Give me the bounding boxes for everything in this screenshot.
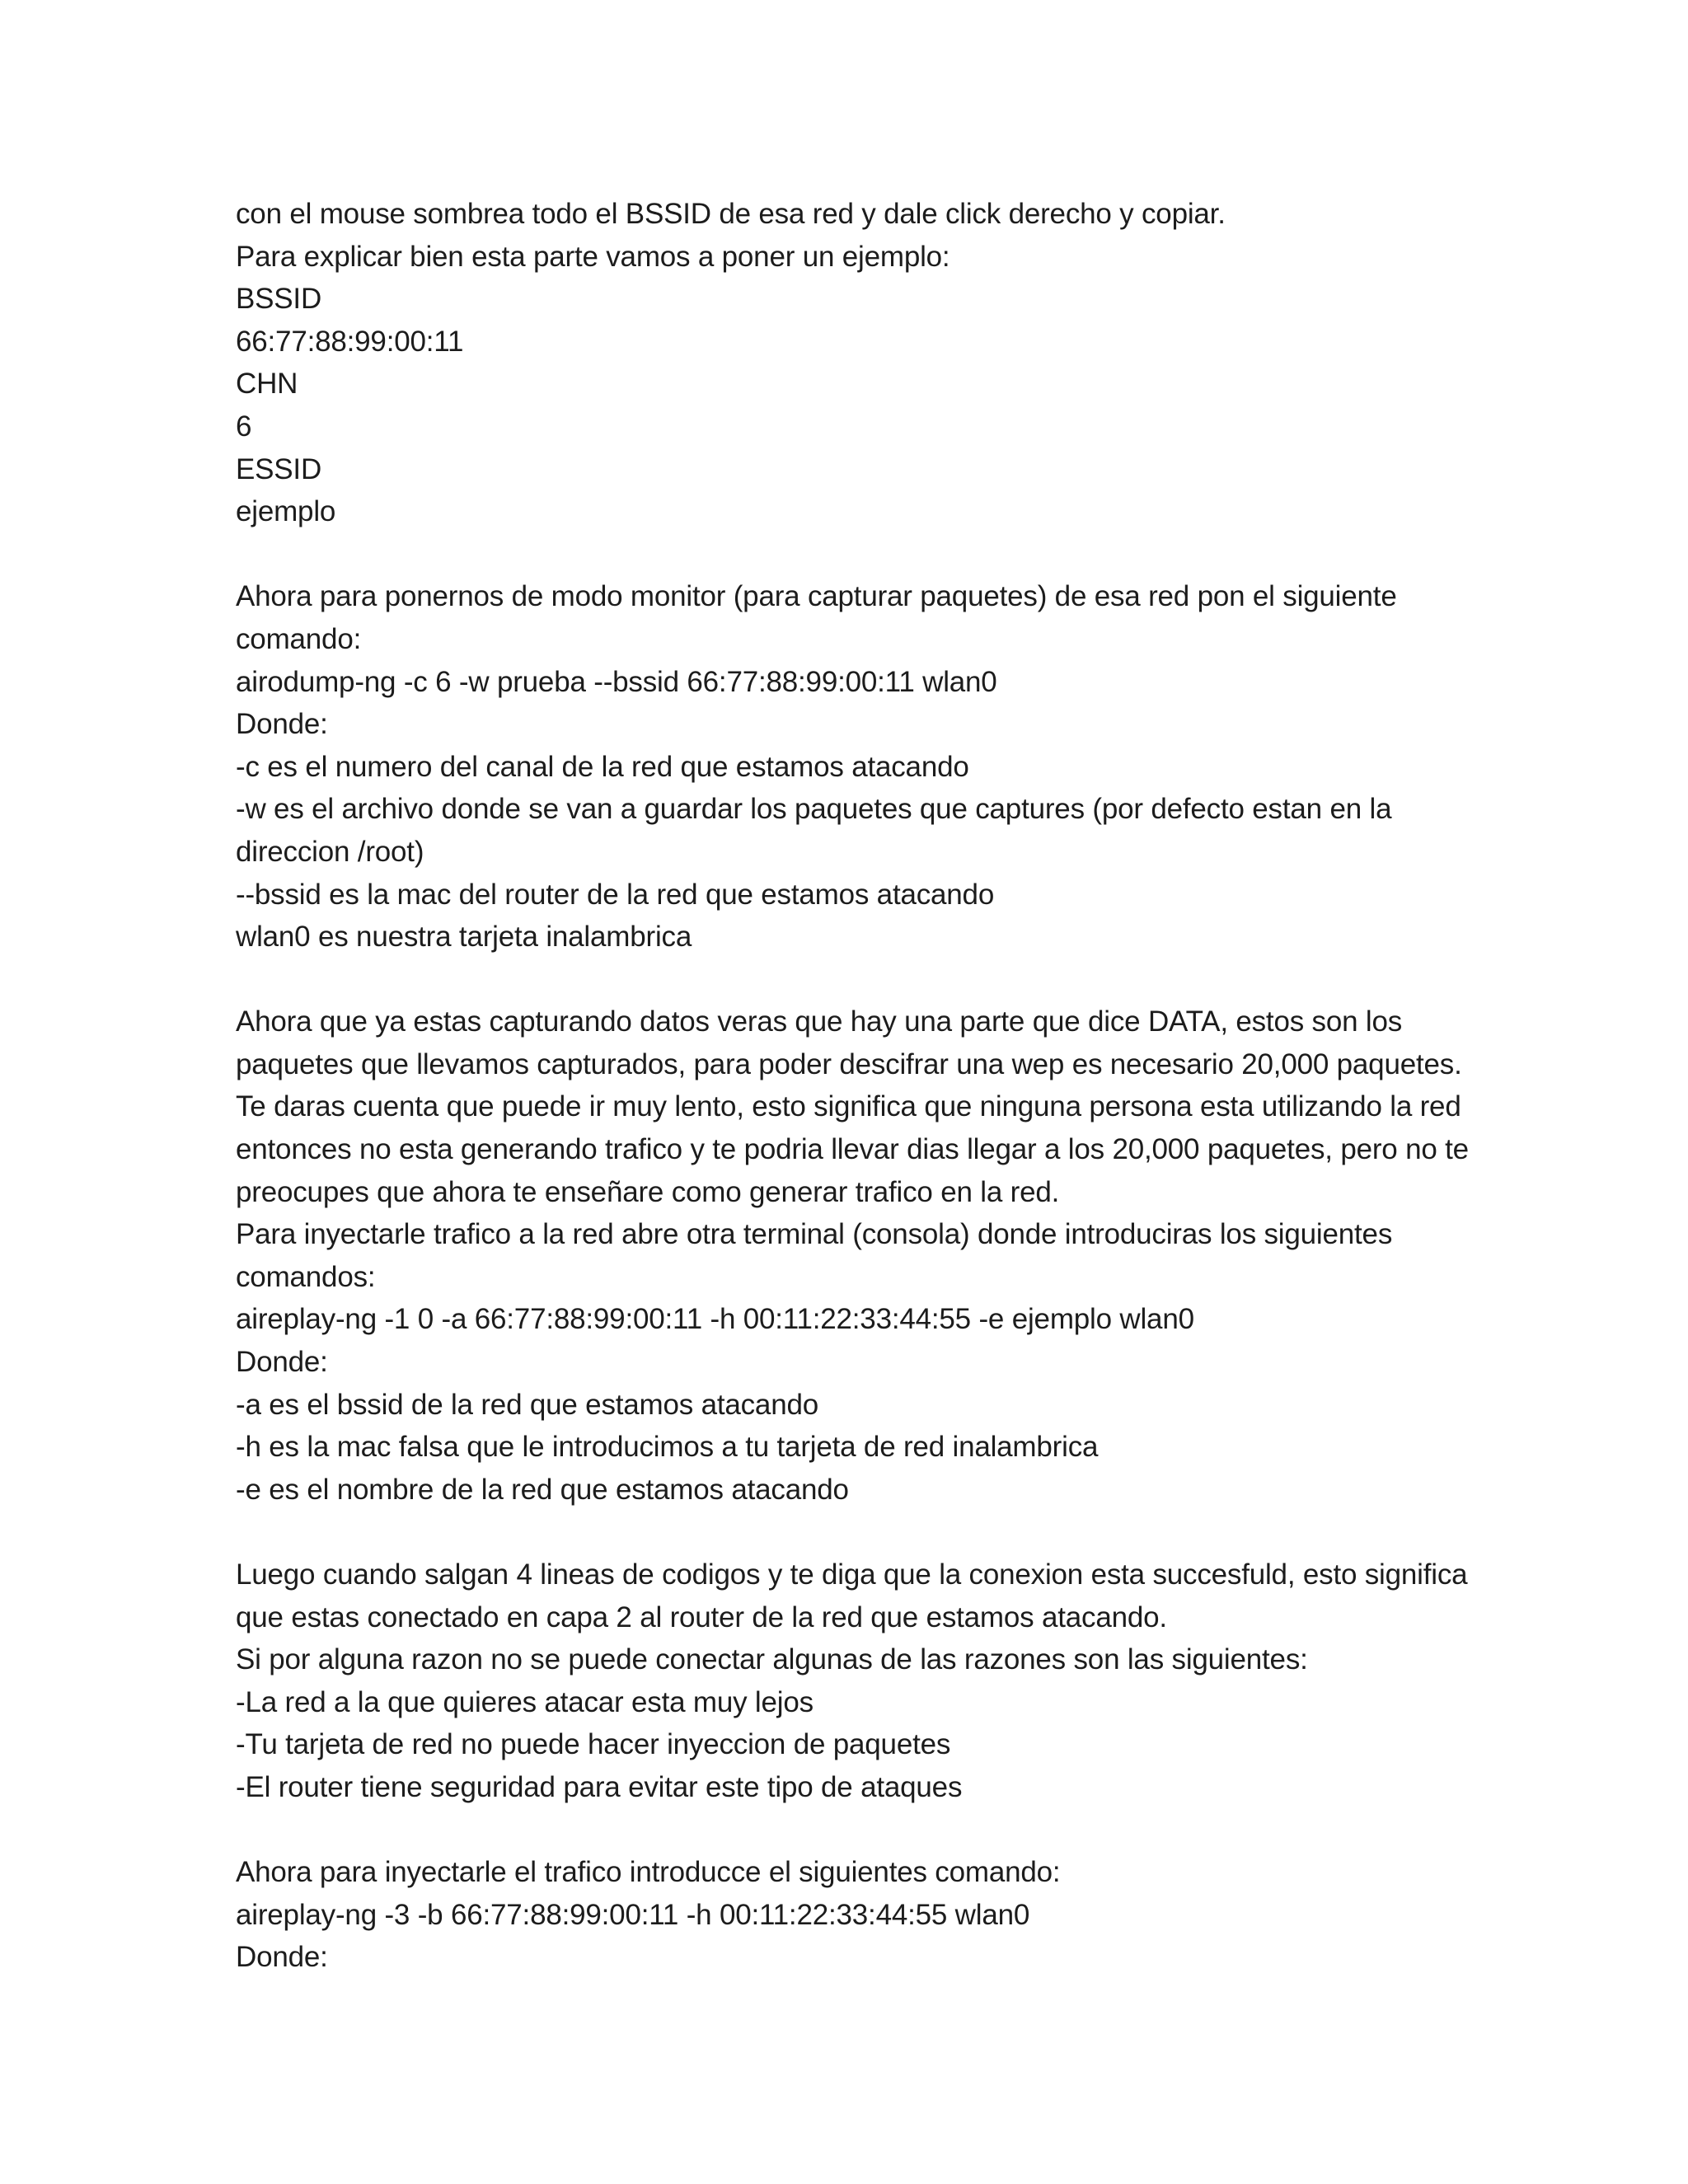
text-line: Para explicar bien esta parte vamos a poner un ejemplo: [236,240,950,273]
text-line: Ahora que ya estas capturando datos veras que hay una parte que dice DATA, estos son los [236,1005,1403,1038]
text-line: Donde: [236,708,328,741]
text-line: -La red a la que quieres atacar esta muy lejos [236,1685,814,1718]
text-line: -El router tiene seguridad para evitar este tipo de ataques [236,1770,963,1803]
text-line: Para inyectarle trafico a la red abre otra terminal (consola) donde introduciras los siguientes [236,1218,1393,1251]
text-line: -w es el archivo donde se van a guardar los paquetes que captures (por defecto estan en la [236,793,1392,826]
text-line: ESSID [236,452,322,485]
command-line: airodump-ng -c 6 -w prueba --bssid 66:77:88:99:00:11 wlan0 [236,665,997,698]
text-line: BSSID [236,283,322,316]
text-line: -a es el bssid de la red que estamos atacando [236,1388,818,1421]
text-line: Luego cuando salgan 4 lineas de codigos y te diga que la conexion esta succesfuld, esto significa [236,1558,1468,1591]
blank-line [236,958,1472,1001]
text-line: direccion /root) [236,835,424,868]
text-line: 6 [236,410,252,443]
blank-line [236,533,1472,576]
command-line: aireplay-ng -3 -b 66:77:88:99:00:11 -h 00:11:22:33:44:55 wlan0 [236,1898,1030,1931]
text-line: 66:77:88:99:00:11 [236,325,464,358]
text-line: que estas conectado en capa 2 al router de la red que estamos atacando. [236,1601,1167,1633]
text-line: Donde: [236,1346,328,1379]
text-line: Ahora para ponernos de modo monitor (para capturar paquetes) de esa red pon el siguiente [236,580,1397,613]
text-line: paquetes que llevamos capturados, para poder descifrar una wep es necesario 20,000 paquetes. [236,1047,1462,1080]
command-line: aireplay-ng -1 0 -a 66:77:88:99:00:11 -h 00:11:22:33:44:55 -e ejemplo wlan0 [236,1303,1194,1336]
text-line: -h es la mac falsa que le introducimos a tu tarjeta de red inalambrica [236,1431,1099,1464]
text-line: Si por alguna razon no se puede conectar algunas de las razones son las siguientes: [236,1643,1308,1676]
text-line: wlan0 es nuestra tarjeta inalambrica [236,921,692,954]
text-line: -c es el numero del canal de la red que estamos atacando [236,750,969,783]
text-line: Ahora para inyectarle el trafico introducce el siguientes comando: [236,1856,1061,1889]
text-line: comandos: [236,1260,376,1293]
text-line: comando: [236,622,362,655]
text-line: Donde: [236,1941,328,1974]
text-line: -e es el nombre de la red que estamos atacando [236,1473,849,1506]
text-line: --bssid es la mac del router de la red que estamos atacando [236,878,995,911]
text-line: ejemplo [236,495,336,528]
text-line: con el mouse sombrea todo el BSSID de esa red y dale click derecho y copiar. [236,198,1226,230]
text-line: preocupes que ahora te enseñare como generar trafico en la red. [236,1175,1060,1208]
text-line: CHN [236,368,298,401]
text-line: entonces no esta generando trafico y te podria llevar dias llegar a los 20,000 paquetes, pero no te [236,1133,1469,1166]
blank-line [236,1809,1472,1852]
text-line: -Tu tarjeta de red no puede hacer inyeccion de paquetes [236,1728,951,1761]
text-line: Te daras cuenta que puede ir muy lento, esto significa que ninguna persona esta utilizando la red [236,1090,1461,1123]
document-body [236,193,1472,1979]
blank-line [236,1511,1472,1554]
